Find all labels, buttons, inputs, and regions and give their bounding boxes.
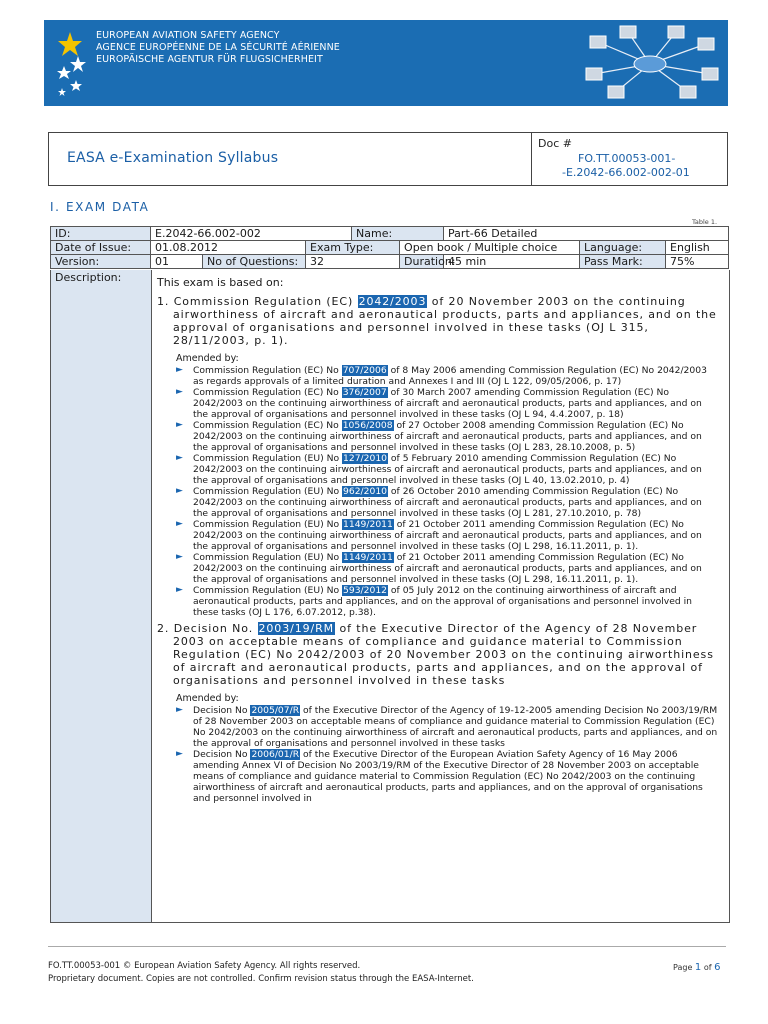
description-label-cell (51, 270, 152, 922)
bullet-arrow-icon: ► (176, 420, 183, 430)
table-row (51, 255, 729, 269)
amendment-item (176, 749, 719, 804)
amendment-item (176, 453, 719, 486)
page-indicator (673, 962, 720, 973)
easa-stars-logo (50, 26, 90, 102)
amendment-text-post: of 27 October 2008 amending Commission Regulation (EC) No 2042/2003 on the continuing airworthiness of aircraft and aeronautical products, parts and appliances, and on the approval of organisations and personnel involved in these tasks (OJ L 283, 28.10.2008, p. 5) (193, 420, 702, 453)
id-label: ID: (51, 227, 151, 241)
amendment-text-pre: Commission Regulation (EC) No (193, 420, 342, 431)
bullet-arrow-icon: ► (176, 365, 183, 375)
duration-label: Duration: (400, 255, 444, 269)
amendment-text-pre: Commission Regulation (EU) No (193, 453, 342, 464)
amendment-text-post: of 26 October 2010 amending Commission Regulation (EC) No 2042/2003 on the continuing airworthiness of aircraft and aeronautical products, parts and appliances, and on the approval of organisations and personnel involved in these tasks (OJ L 281, 27.10.2010, p. 78) (193, 486, 702, 519)
based-on-item (157, 622, 719, 687)
exam-type-label: Exam Type: (306, 241, 400, 255)
description-row (50, 270, 730, 923)
version: 01 (151, 255, 203, 269)
amendment-text-post: of 8 May 2006 amending Commission Regulation (EC) No 2042/2003 as regards approvals of a limited duration and Annexes I and III (OJ L 122, 09/05/2006, p. 17) (193, 365, 707, 387)
page-number: 1 (694, 962, 702, 973)
footer-copyright: FO.TT.00053-001 © European Aviation Safety Agency. All rights reserved. (48, 961, 361, 971)
amendment-reference-highlight: 593/2012 (343, 585, 388, 596)
amendment-item (176, 486, 719, 519)
based-on-item (157, 295, 719, 347)
amendment-reference-highlight: 1056/2008 (342, 420, 393, 431)
page-label: Page (673, 963, 693, 972)
number-of-questions: 32 (306, 255, 400, 269)
doc-number-line2: -E.2042-66.002-002-01 (562, 166, 690, 179)
amendment-text-pre: Commission Regulation (EC) No (193, 387, 342, 398)
page-of-label: of (703, 963, 712, 972)
agency-name-fr: AGENCE EUROPÉENNE DE LA SÉCURITÉ AÉRIENNE (96, 42, 340, 53)
bullet-arrow-icon: ► (176, 552, 183, 562)
item-text-post: of the Executive Director of the Agency of 28 November 2003 on acceptable means of compliance and guidance material to Commission Regulation (EC) No 2042/2003 of 20 November 2003 on the continuing airworthiness of aircraft and aeronautical products, parts and appliances, and on the approval of organisations and personnel involved in these tasks (173, 622, 714, 687)
amendment-item (176, 552, 719, 585)
item-text-pre: Commission Regulation (EC) (173, 295, 358, 308)
amendment-item (176, 705, 719, 749)
amendment-text-post: of the Executive Director of the Agency of 19-12-2005 amending Decision No 2003/19/RM of 28 November 2003 on acceptable means of compliance and guidance material to Commission Regulation (EC) No 2042/2003 on the continuing airworthiness of aircraft and aeronautical products, parts and appliances, and on the approval of organisations and personnel involved in these tasks (193, 705, 718, 749)
date-of-issue: 01.08.2012 (151, 241, 306, 255)
amendment-text-pre: Decision No (193, 749, 251, 760)
bullet-arrow-icon: ► (176, 486, 183, 496)
duration: 45 min (444, 255, 580, 269)
bullet-arrow-icon: ► (176, 387, 183, 397)
description-label: Description: (55, 271, 122, 284)
amendment-reference-highlight: 376/2007 (342, 387, 387, 398)
amendment-reference-highlight: 962/2010 (343, 486, 388, 497)
syllabus-header (48, 132, 728, 186)
item-text-pre: Decision No. (173, 622, 258, 635)
description-intro: This exam is based on: (157, 276, 284, 289)
amendment-text-pre: Commission Regulation (EU) No (193, 519, 342, 530)
amended-by-label: Amended by: (176, 693, 239, 704)
bullet-arrow-icon: ► (176, 749, 183, 759)
exam-id: E.2042-66.002-002 (151, 227, 352, 241)
amendment-item (176, 519, 719, 552)
amendment-reference-highlight: 1149/2011 (343, 519, 393, 530)
amendment-reference-highlight: 2005/07/R (251, 705, 300, 716)
amendment-text-pre: Commission Regulation (EU) No (193, 585, 342, 596)
amendment-text-pre: Decision No (193, 705, 251, 716)
agency-name-de: EUROPÄISCHE AGENTUR FÜR FLUGSICHERHEIT (96, 54, 323, 65)
amendment-reference-highlight: 2006/01/R (251, 749, 300, 760)
regulation-reference-highlight: 2042/2003 (358, 295, 427, 308)
item-text-post: of 20 November 2003 on the continuing airworthiness of aircraft and aeronautical products, parts and appliances, and on the approval of organisations and personnel involved in these tasks (OJ L 315, 28/11/2003, p. 1). (173, 295, 717, 347)
amendment-text-post: of 30 March 2007 amending Commission Regulation (EC) No 2042/2003 on the continuing airworthiness of aircraft and aeronautical products, parts and appliances, and on the approval of organisations and personnel involved in these tasks (OJ L 94, 4.4.2007, p. 18) (193, 387, 702, 420)
table-row (51, 241, 729, 255)
questions-label: No of Questions: (203, 255, 306, 269)
bullet-arrow-icon: ► (176, 585, 183, 595)
agency-name-en: EUROPEAN AVIATION SAFETY AGENCY (96, 30, 280, 41)
exam-name: Part-66 Detailed (444, 227, 729, 241)
amendment-reference-highlight: 1149/2011 (343, 552, 393, 563)
table-row (51, 227, 729, 241)
amendment-item (176, 387, 719, 420)
amendment-item (176, 585, 719, 618)
item-number: 1. (157, 295, 174, 308)
amendment-text-post: of 05 July 2012 on the continuing airworthiness of aircraft and aeronautical products, parts and appliances, and on the approval of organisations and personnel involved in these tasks (OJ L 176, 6.07.2012, p.38). (193, 585, 692, 618)
document-title: EASA e-Examination Syllabus (67, 150, 279, 166)
language: English (666, 241, 729, 255)
amendment-reference-highlight: 127/2010 (343, 453, 388, 464)
page-total: 6 (714, 962, 721, 973)
table-caption: Table 1. (692, 218, 718, 226)
amendment-text-pre: Commission Regulation (EU) No (193, 486, 342, 497)
bullet-arrow-icon: ► (176, 453, 183, 463)
amendment-text-post: of the Executive Director of the European Aviation Safety Agency of 16 May 2006 amending Annex VI of Decision No 2003/19/RM of the Executive Director of 28 November 2003 on acceptable means of compliance and guidance material to Commission Regulation (EC) No 2042/2003 on the continuing airworthiness of aircraft and aeronautical products, parts and appliances, and on the approval of organisations and personnel involved in (193, 749, 703, 804)
language-label: Language: (580, 241, 666, 255)
amendment-item (176, 420, 719, 453)
pass-mark: 75% (666, 255, 729, 269)
amendment-text-post: of 21 October 2011 amending Commission Regulation (EC) No 2042/2003 on the continuing airworthiness of aircraft and aeronautical products, parts and appliances, and on the approval of organisations and personnel involved in these tasks (OJ L 298, 16.11.2011, p. 1). (193, 519, 702, 552)
amendment-text-post: of 5 February 2010 amending Commission Regulation (EC) No 2042/2003 on the continuing airworthiness of aircraft and aeronautical products, parts and appliances, and on the approval of organisations and personnel involved in these tasks (OJ L 40, 13.02.2010, p. 4) (193, 453, 702, 486)
date-label: Date of Issue: (51, 241, 151, 255)
version-label: Version: (51, 255, 151, 269)
network-illustration (580, 24, 720, 102)
amendment-reference-highlight: 707/2006 (342, 365, 387, 376)
description-content (157, 276, 719, 804)
amendment-item (176, 365, 719, 387)
amendment-text-pre: Commission Regulation (EU) No (193, 552, 342, 563)
amended-by-label: Amended by: (176, 353, 239, 364)
bullet-arrow-icon: ► (176, 705, 183, 715)
agency-names (96, 30, 340, 66)
exam-data-table (50, 226, 729, 269)
name-label: Name: (352, 227, 444, 241)
footer-divider (48, 946, 726, 947)
exam-type: Open book / Multiple choice (400, 241, 580, 255)
doc-number-box (531, 133, 728, 185)
amendment-text-post: of 21 October 2011 amending Commission Regulation (EC) No 2042/2003 on the continuing airworthiness of aircraft and aeronautical products, parts and appliances, and on the approval of organisations and personnel involved in these tasks (OJ L 298, 16.11.2011, p. 1). (193, 552, 702, 585)
pass-mark-label: Pass Mark: (580, 255, 666, 269)
doc-number-line1: FO.TT.00053-001- (578, 152, 676, 165)
amendment-text-pre: Commission Regulation (EC) No (193, 365, 342, 376)
doc-number-label: Doc # (538, 137, 572, 150)
regulation-reference-highlight: 2003/19/RM (258, 622, 335, 635)
item-number: 2. (157, 622, 174, 635)
footer-disclaimer: Proprietary document. Copies are not controlled. Confirm revision status through the EASA-Internet. (48, 974, 474, 984)
section-title: I. EXAM DATA (50, 200, 150, 214)
bullet-arrow-icon: ► (176, 519, 183, 529)
easa-banner (44, 20, 728, 106)
